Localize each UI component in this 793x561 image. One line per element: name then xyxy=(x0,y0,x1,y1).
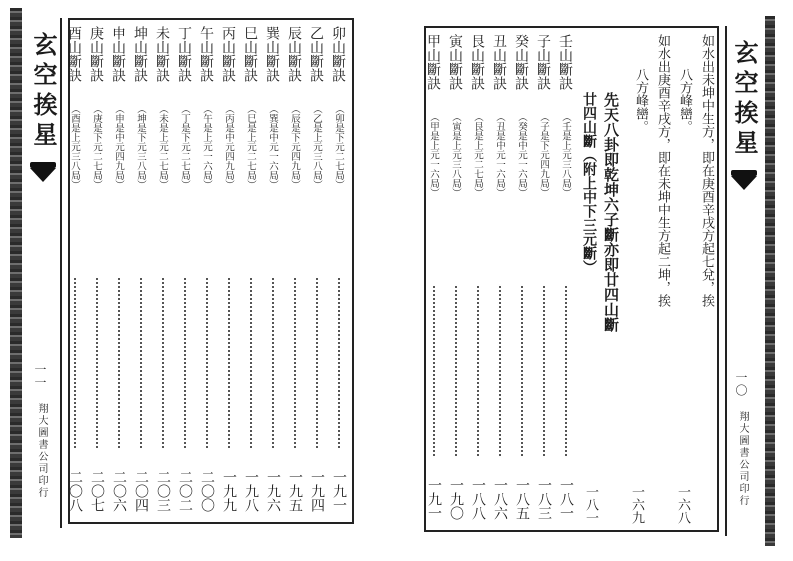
toc-entry-page: 二〇〇 xyxy=(199,470,215,512)
toc-entry-title: 庚山斷訣 xyxy=(88,26,104,82)
toc-entry xyxy=(489,34,511,522)
toc-entry xyxy=(86,26,108,514)
toc-entry-note: （甲是上元一六局） xyxy=(428,112,439,198)
publisher-imprint: 翔大圖書公司印行 xyxy=(36,403,47,499)
toc-entry-note: （寅是上元三八局） xyxy=(450,112,461,198)
toc-entry-title: 癸山斷訣 xyxy=(513,34,529,90)
section-subheading-page: 一八一 xyxy=(583,485,598,524)
toc-entry-title: 辰山斷訣 xyxy=(286,26,302,82)
toc-entry-title: 坤山斷訣 xyxy=(132,26,148,82)
book-title: 玄空挨星 xyxy=(29,32,58,152)
intro-line: 如水出未坤中生方，即在庚酉辛戌方起七兌，挨 xyxy=(699,34,714,307)
toc-entry xyxy=(262,26,284,514)
toc-entry-title: 丑山斷訣 xyxy=(491,34,507,90)
leader-dots xyxy=(316,278,318,448)
toc-entry-note: （申是中元四九局） xyxy=(113,104,124,190)
toc-entry-title: 巳山斷訣 xyxy=(242,26,258,82)
leader-dots xyxy=(477,286,479,456)
toc-entry-title: 乙山斷訣 xyxy=(308,26,324,82)
toc-entry-page: 一九〇 xyxy=(448,478,464,520)
toc-entry-title: 丙山斷訣 xyxy=(220,26,236,82)
toc-entry-title: 申山斷訣 xyxy=(110,26,126,82)
book-title: 玄空挨星 xyxy=(730,40,759,160)
toc-entry-title: 寅山斷訣 xyxy=(447,34,463,90)
left-page xyxy=(10,8,360,538)
intro-line: 如水出庚酉辛戌方，即在未坤中生方起二坤，挨 xyxy=(655,34,670,307)
leader-dots xyxy=(272,278,274,448)
right-binding-edge xyxy=(765,16,775,546)
toc-entry-page: 二〇六 xyxy=(111,470,127,512)
leader-dots xyxy=(74,278,76,448)
intro-page: 一六八 xyxy=(675,485,690,524)
toc-entry xyxy=(196,26,218,514)
toc-entry xyxy=(218,26,240,514)
toc-entry-title: 巽山斷訣 xyxy=(264,26,280,82)
toc-entry-page: 一九四 xyxy=(309,470,325,512)
leader-dots xyxy=(162,278,164,448)
toc-entry-page: 一九六 xyxy=(265,470,281,512)
left-binding-edge xyxy=(10,8,22,538)
toc-entry xyxy=(284,26,306,514)
left-title-strip xyxy=(26,18,62,528)
toc-entry-title: 酉山斷訣 xyxy=(66,26,82,82)
toc-entry-page: 二〇七 xyxy=(89,470,105,512)
toc-entry-page: 一九八 xyxy=(243,470,259,512)
page-number: 一一 xyxy=(33,363,47,389)
leader-dots xyxy=(455,286,457,456)
section-heading: 先天八卦即乾坤六子斷亦即廿四山斷 xyxy=(602,92,620,332)
leader-dots xyxy=(338,278,340,448)
toc-entry-note: （酉是上元三八局） xyxy=(69,104,80,190)
toc-entry-note: （艮是上元二七局） xyxy=(472,112,483,198)
intro-page: 一六九 xyxy=(629,485,644,524)
toc-entry-page: 一八一 xyxy=(558,478,574,520)
leader-dots xyxy=(184,278,186,448)
leader-dots xyxy=(118,278,120,448)
toc-entry-note: （未是上元二七局） xyxy=(157,104,168,190)
toc-entry-note: （乙是上元三八局） xyxy=(311,104,322,190)
leader-dots xyxy=(543,286,545,456)
toc-entry-note: （壬是上元三八局） xyxy=(560,112,571,198)
leader-dots xyxy=(228,278,230,448)
leader-dots xyxy=(294,278,296,448)
toc-entry xyxy=(108,26,130,514)
toc-entry-note: （午是上元一六局） xyxy=(201,104,212,190)
toc-entry xyxy=(445,34,467,522)
toc-entry-page: 二〇四 xyxy=(133,470,149,512)
toc-entry xyxy=(64,26,86,514)
intro-line: 八方峰巒。 xyxy=(677,68,692,133)
toc-entry-title: 子山斷訣 xyxy=(535,34,551,90)
toc-entry-page: 二〇八 xyxy=(67,470,83,512)
toc-entry-note: （庚是下元二七局） xyxy=(91,104,102,190)
toc-entry xyxy=(533,34,555,522)
toc-entry-title: 未山斷訣 xyxy=(154,26,170,82)
toc-entry-note: （辰是下元四九局） xyxy=(289,104,300,190)
toc-entry-note: （丑是中元一六局） xyxy=(494,112,505,198)
toc-entry xyxy=(328,26,350,514)
toc-entry-note: （卯是下元二七局） xyxy=(333,104,344,190)
toc-entry-note: （癸是中元一六局） xyxy=(516,112,527,198)
intro-line: 八方峰巒。 xyxy=(633,68,648,133)
leader-dots xyxy=(206,278,208,448)
toc-entry xyxy=(174,26,196,514)
toc-entry xyxy=(130,26,152,514)
toc-entry-page: 一八六 xyxy=(492,478,508,520)
toc-entry-title: 壬山斷訣 xyxy=(557,34,573,90)
toc-entry xyxy=(423,34,445,522)
toc-entry xyxy=(240,26,262,514)
fish-tail-ornament-icon xyxy=(731,176,757,190)
section-subheading: 廿四山斷（附上中下三元斷） xyxy=(581,92,597,274)
publisher-imprint: 翔大圖書公司印行 xyxy=(737,411,748,507)
toc-entry-title: 午山斷訣 xyxy=(198,26,214,82)
leader-dots xyxy=(433,286,435,456)
toc-entry-page: 二〇二 xyxy=(177,470,193,512)
leader-dots xyxy=(565,286,567,456)
right-content-frame xyxy=(424,26,719,532)
toc-entry-note: （坤是下元三八局） xyxy=(135,104,146,190)
toc-entry-page: 一九一 xyxy=(426,478,442,520)
toc-entry-page: 一九一 xyxy=(331,470,347,512)
page-number: 一〇 xyxy=(734,371,748,397)
toc-entry-note: （子是下元四九局） xyxy=(538,112,549,198)
toc-entry-page: 一八五 xyxy=(514,478,530,520)
left-content-frame xyxy=(68,18,354,524)
toc-entry-page: 一八八 xyxy=(470,478,486,520)
toc-entry-title: 艮山斷訣 xyxy=(469,34,485,90)
leader-dots xyxy=(96,278,98,448)
right-title-strip xyxy=(725,26,761,536)
right-page xyxy=(420,16,775,546)
toc-entry-note: （巳是上元二七局） xyxy=(245,104,256,190)
toc-entry xyxy=(511,34,533,522)
toc-entry-page: 一八三 xyxy=(536,478,552,520)
toc-entry-note: （丁是下元二七局） xyxy=(179,104,190,190)
leader-dots xyxy=(521,286,523,456)
fish-tail-ornament-icon xyxy=(30,168,56,182)
leader-dots xyxy=(250,278,252,448)
toc-entry-title: 甲山斷訣 xyxy=(425,34,441,90)
toc-entry xyxy=(306,26,328,514)
leader-dots xyxy=(499,286,501,456)
toc-entry-note: （巽是中元一六局） xyxy=(267,104,278,190)
toc-entry-page: 一九九 xyxy=(221,470,237,512)
toc-entry xyxy=(555,34,577,522)
toc-entry xyxy=(467,34,489,522)
leader-dots xyxy=(140,278,142,448)
toc-entry-note: （丙是中元四九局） xyxy=(223,104,234,190)
toc-entry xyxy=(152,26,174,514)
toc-entry-title: 卯山斷訣 xyxy=(330,26,346,82)
toc-entry-page: 二〇三 xyxy=(155,470,171,512)
toc-entry-page: 一九五 xyxy=(287,470,303,512)
toc-entry-title: 丁山斷訣 xyxy=(176,26,192,82)
